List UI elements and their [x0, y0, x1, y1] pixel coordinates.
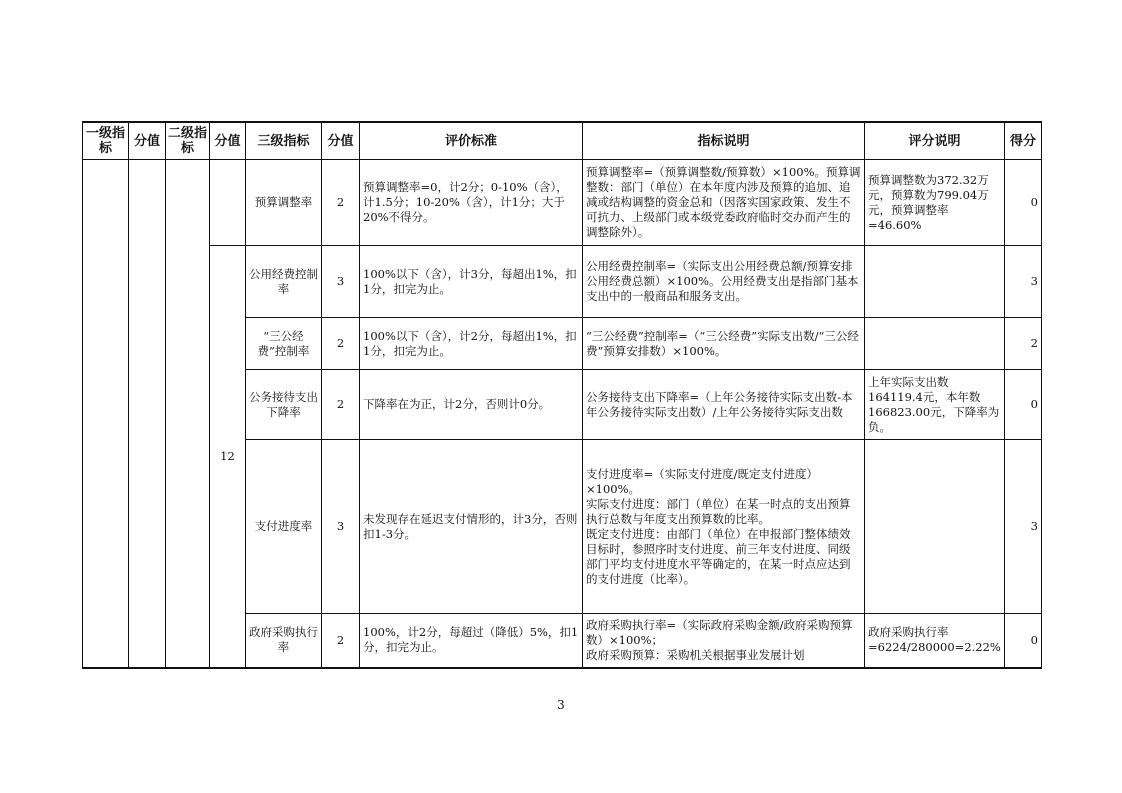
indicator-standard: 未发现存在延迟支付情形的，计3分，否则扣1-3分。: [360, 440, 583, 614]
indicator-standard: 预算调整率=0，计2分；0-10%（含），计1.5分；10-20%（含），计1分；大于20%不得分。: [360, 160, 583, 246]
header-row: [83, 122, 1042, 160]
indicator-eval: 政府采购执行率=6224/280000=2.22%: [865, 614, 1005, 668]
indicator-desc: [583, 614, 865, 668]
indicator-got: 0: [1005, 614, 1042, 668]
score2-cell-top: [210, 160, 246, 246]
indicator-desc: 预算调整率=（预算调整数/预算数）×100%。预算调整数：部门（单位）在本年度内涉及预算的追加、追减或结构调整的资金总和（因落实国家政策、发生不可抗力、上级部门或本级党委政府临时交办而产生的调整除外）。: [583, 160, 865, 246]
indicator-score: 2: [322, 160, 360, 246]
header-desc: 指标说明: [583, 122, 865, 160]
indicator-name: 政府采购执行率: [246, 614, 322, 668]
header-score2: 分值: [210, 122, 246, 160]
indicator-got: 0: [1005, 370, 1042, 440]
desc-line: 实际支付进度：部门（单位）在某一时点的支出预算执行总数与年度支出预算数的比率。: [586, 496, 851, 526]
indicator-score: 2: [322, 318, 360, 370]
indicator-standard: 下降率在为正，计2分，否则计0分。: [360, 370, 583, 440]
header-level2: 二级指标: [166, 122, 210, 160]
indicator-got: 2: [1005, 318, 1042, 370]
indicator-name: 公务接待支出下降率: [246, 370, 322, 440]
indicator-score: 2: [322, 614, 360, 668]
indicator-desc: 公务接待支出下降率=（上年公务接待实际支出数-本年公务接待实际支出数）/上年公务接待实际支出数: [583, 370, 865, 440]
header-level1: 一级指标: [83, 122, 129, 160]
table-row: [83, 246, 1042, 318]
indicator-desc: 公用经费控制率=（实际支出公用经费总额/预算安排公用经费总额）×100%。公用经费支出是指部门基本支出中的一般商品和服务支出。: [583, 246, 865, 318]
header-score1: 分值: [129, 122, 166, 160]
indicator-got: 0: [1005, 160, 1042, 246]
level2-cell: [166, 160, 210, 668]
desc-line: 政府采购执行率=（实际政府采购金额/政府采购预算数）×100%；: [586, 617, 853, 647]
desc-line: 支付进度率=（实际支付进度/既定支付进度）×100%。: [586, 466, 819, 496]
score1-cell: [129, 160, 166, 668]
group-score: 12: [210, 246, 246, 668]
page-number: 3: [557, 698, 565, 712]
indicator-score: 2: [322, 370, 360, 440]
indicator-eval: 预算调整数为372.32万元，预算数为799.04万元，预算调整率=46.60%: [865, 160, 1005, 246]
indicator-standard: 100%，计2分，每超过（降低）5%，扣1分，扣完为止。: [360, 614, 583, 668]
indicator-eval: [865, 246, 1005, 318]
indicator-name: “三公经费”控制率: [246, 318, 322, 370]
indicator-score: 3: [322, 246, 360, 318]
indicator-standard: 100%以下（含），计3分，每超出1%，扣1分，扣完为止。: [360, 246, 583, 318]
indicator-desc: “三公经费”控制率=（“三公经费”实际支出数/“三公经费”预算安排数）×100%。: [583, 318, 865, 370]
indicator-eval: [865, 318, 1005, 370]
desc-line: 既定支付进度：由部门（单位）在申报部门整体绩效目标时，参照序时支付进度、前三年支付进度、同级部门平均支付进度水平等确定的，在某一时点应达到的支付进度（比率）。: [586, 526, 851, 586]
indicator-score: 3: [322, 440, 360, 614]
indicator-name: 公用经费控制率: [246, 246, 322, 318]
header-eval: 评分说明: [865, 122, 1005, 160]
indicator-name: 支付进度率: [246, 440, 322, 614]
indicator-eval: [865, 440, 1005, 614]
indicator-got: 3: [1005, 440, 1042, 614]
indicator-standard: 100%以下（含），计2分，每超出1%，扣1分，扣完为止。: [360, 318, 583, 370]
indicator-eval: 上年实际支出数164119.4元，本年数166823.00元，下降率为负。: [865, 370, 1005, 440]
indicator-desc: [583, 440, 865, 614]
header-score3: 分值: [322, 122, 360, 160]
indicator-got: 3: [1005, 246, 1042, 318]
indicator-name: 预算调整率: [246, 160, 322, 246]
header-level3: 三级指标: [246, 122, 322, 160]
desc-line: 政府采购预算：采购机关根据事业发展计划: [586, 647, 805, 662]
evaluation-table: [82, 121, 1042, 669]
header-standard: 评价标准: [360, 122, 583, 160]
table-row: [83, 160, 1042, 246]
level1-cell: [83, 160, 129, 668]
header-got: 得分: [1005, 122, 1042, 160]
